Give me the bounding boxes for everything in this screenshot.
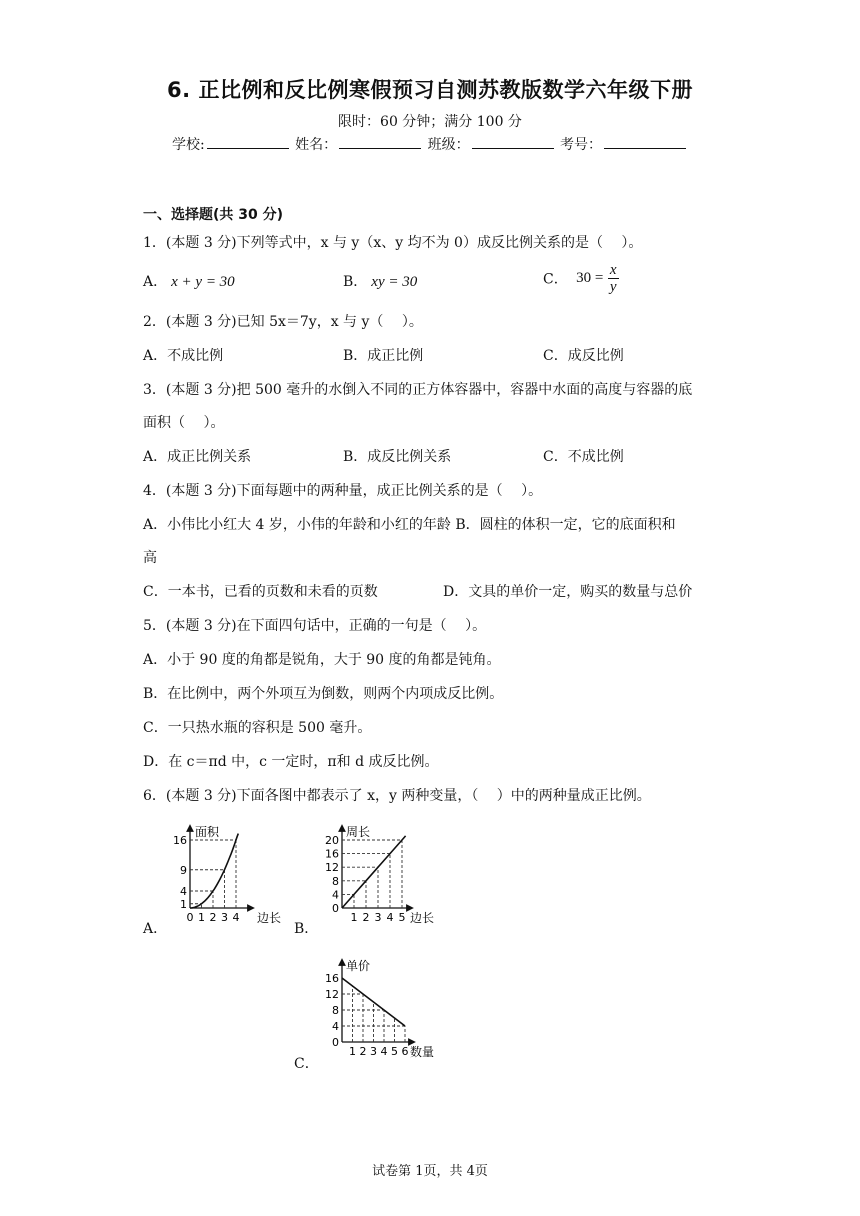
question-2-option-b: B．成正比例 xyxy=(343,348,424,364)
chart-a-y-tick-label: 9 xyxy=(180,863,187,877)
chart-a-x-tick-label: 3 xyxy=(221,911,228,924)
chart-b-y-tick-label: 8 xyxy=(332,874,339,888)
chart-c-x-tick-label: 5 xyxy=(391,1045,398,1058)
question-4-options-ab: A．小伟比小红大 4 岁，小伟的年龄和小红的年龄 B．圆柱的体积一定，它的底面积和 xyxy=(143,517,676,533)
question-3-option-a: A．成正比例关系 xyxy=(143,449,252,465)
chart-a-x-tick-label: 0 xyxy=(186,911,194,924)
chart-b-y-tick-label: 16 xyxy=(325,847,339,861)
question-4-stem: 4．(本题 3 分)下面每题中的两种量，成正比例关系的是（ ）。 xyxy=(143,483,543,499)
page-title: 6. 正比例和反比例寒假预习自测苏教版数学六年级下册 xyxy=(167,78,693,102)
class-blank[interactable] xyxy=(472,136,554,149)
student-info-fields xyxy=(0,134,860,154)
chart-b-series-line xyxy=(342,836,406,908)
chart-b-x-tick-label: 1 xyxy=(350,911,358,924)
chart-a-y-tick-label: 16 xyxy=(173,834,187,847)
question-1-stem: 1．(本题 3 分)下列等式中，x 与 y（x、y 均不为 0）成反比例关系的是（ ）。 xyxy=(143,235,643,251)
field-school: 学校: xyxy=(171,137,205,153)
question-6-label-b: B． xyxy=(294,921,319,937)
chart-b-y-tick-label: 0 xyxy=(332,902,339,915)
question-5-stem: 5．(本题 3 分)在下面四句话中，正确的一句是（ ）。 xyxy=(143,618,487,634)
chart-a-x-label: 边长 xyxy=(257,911,282,925)
question-3-option-b: B．成反比例关系 xyxy=(343,449,452,465)
chart-c-y-tick-label: 0 xyxy=(332,1036,339,1049)
field-exam-number: 考号： xyxy=(560,137,603,153)
question-4-options-ab-cont: 高 xyxy=(143,550,157,566)
chart-c-y-tick-label: 16 xyxy=(325,972,339,985)
question-1-option-b: B． xy = 30 xyxy=(343,274,418,290)
exam-number-blank[interactable] xyxy=(604,136,686,149)
chart-b-x-tick-label: 3 xyxy=(374,911,382,924)
question-6-label-c: C． xyxy=(294,1056,319,1072)
question-3-stem-line1: 3．(本题 3 分)把 500 毫升的水倒入不同的正方体容器中，容器中水面的高度与容器的底 xyxy=(143,382,693,398)
field-name: 姓名： xyxy=(295,137,338,153)
question-5-option-c: C．一只热水瓶的容积是 500 毫升。 xyxy=(143,720,372,736)
chart-b-y-tick-label: 4 xyxy=(332,888,339,902)
chart-a-y-tick-label: 1 xyxy=(180,897,187,911)
chart-a-area-vs-side xyxy=(165,822,295,932)
chart-c-price-vs-quantity xyxy=(318,956,448,1066)
chart-c-x-tick-label: 2 xyxy=(359,1045,367,1058)
question-2-stem: 2．(本题 3 分)已知 5x＝7y，x 与 y（ ）。 xyxy=(143,314,423,330)
chart-a-x-tick-label: 1 xyxy=(198,911,205,924)
chart-b-x-label: 边长 xyxy=(410,911,435,925)
school-blank[interactable] xyxy=(207,136,289,149)
chart-c-x-tick-label: 6 xyxy=(401,1045,409,1058)
question-3-option-c: C．不成比例 xyxy=(543,449,624,465)
question-3-stem-line2: 面积（ ）。 xyxy=(143,415,225,431)
chart-a-series-line xyxy=(190,834,238,908)
chart-c-y-tick-label: 4 xyxy=(332,1020,339,1033)
section-heading: 一、选择题(共 30 分) xyxy=(143,207,284,223)
chart-b-perimeter-vs-side xyxy=(318,822,448,932)
question-5-option-b: B．在比例中，两个外项互为倒数，则两个内项成反比例。 xyxy=(143,686,504,702)
question-1-option-a: A． x + y = 30 xyxy=(143,274,235,290)
chart-c-y-label: 单价 xyxy=(346,959,371,973)
chart-c-x-tick-label: 4 xyxy=(380,1045,388,1058)
chart-c-x-tick-label: 3 xyxy=(370,1045,377,1058)
chart-c-y-tick-label: 12 xyxy=(325,988,339,1001)
question-6-label-a: A． xyxy=(143,921,168,937)
chart-a-y-tick-label: 4 xyxy=(180,885,187,898)
question-2-option-c: C．成反比例 xyxy=(543,348,624,364)
chart-a-y-label: 面积 xyxy=(195,825,220,839)
question-1-option-c: C． 30 = $\frac{x}{y}$ xyxy=(543,262,617,295)
chart-b-x-tick-label: 5 xyxy=(398,911,406,924)
question-4-option-c: C．一本书，已看的页数和未看的页数 xyxy=(143,584,378,600)
chart-b-x-tick-label: 2 xyxy=(362,911,370,924)
chart-b-y-tick-label: 20 xyxy=(325,834,339,847)
name-blank[interactable] xyxy=(339,136,421,149)
field-class: 班级： xyxy=(427,137,470,153)
question-6-stem: 6．(本题 3 分)下面各图中都表示了 x，y 两种变量，（ ）中的两种量成正比例。 xyxy=(143,788,651,804)
chart-a-x-tick-label: 2 xyxy=(209,911,217,924)
exam-limits: 限时：60 分钟；满分 100 分 xyxy=(338,114,522,130)
question-5-option-a: A．小于 90 度的角都是锐角，大于 90 度的角都是钝角。 xyxy=(143,652,501,668)
question-5-option-d: D．在 c＝πd 中，c 一定时，π和 d 成反比例。 xyxy=(143,754,439,770)
chart-c-x-label: 数量 xyxy=(410,1045,435,1059)
question-2-option-a: A．不成比例 xyxy=(143,348,224,364)
chart-b-x-tick-label: 4 xyxy=(386,911,394,924)
chart-a-x-tick-label: 4 xyxy=(232,911,240,924)
chart-b-y-tick-label: 12 xyxy=(325,861,339,875)
chart-b-y-label: 周长 xyxy=(346,825,371,839)
chart-c-x-tick-label: 1 xyxy=(349,1045,356,1058)
page-footer: 试卷第 1页，共 4页 xyxy=(372,1164,488,1179)
chart-c-y-tick-label: 8 xyxy=(332,1004,339,1017)
question-4-option-d: D．文具的单价一定，购买的数量与总价 xyxy=(443,584,693,600)
fraction-x-over-y: $\frac{x}{y}$ xyxy=(609,262,617,295)
